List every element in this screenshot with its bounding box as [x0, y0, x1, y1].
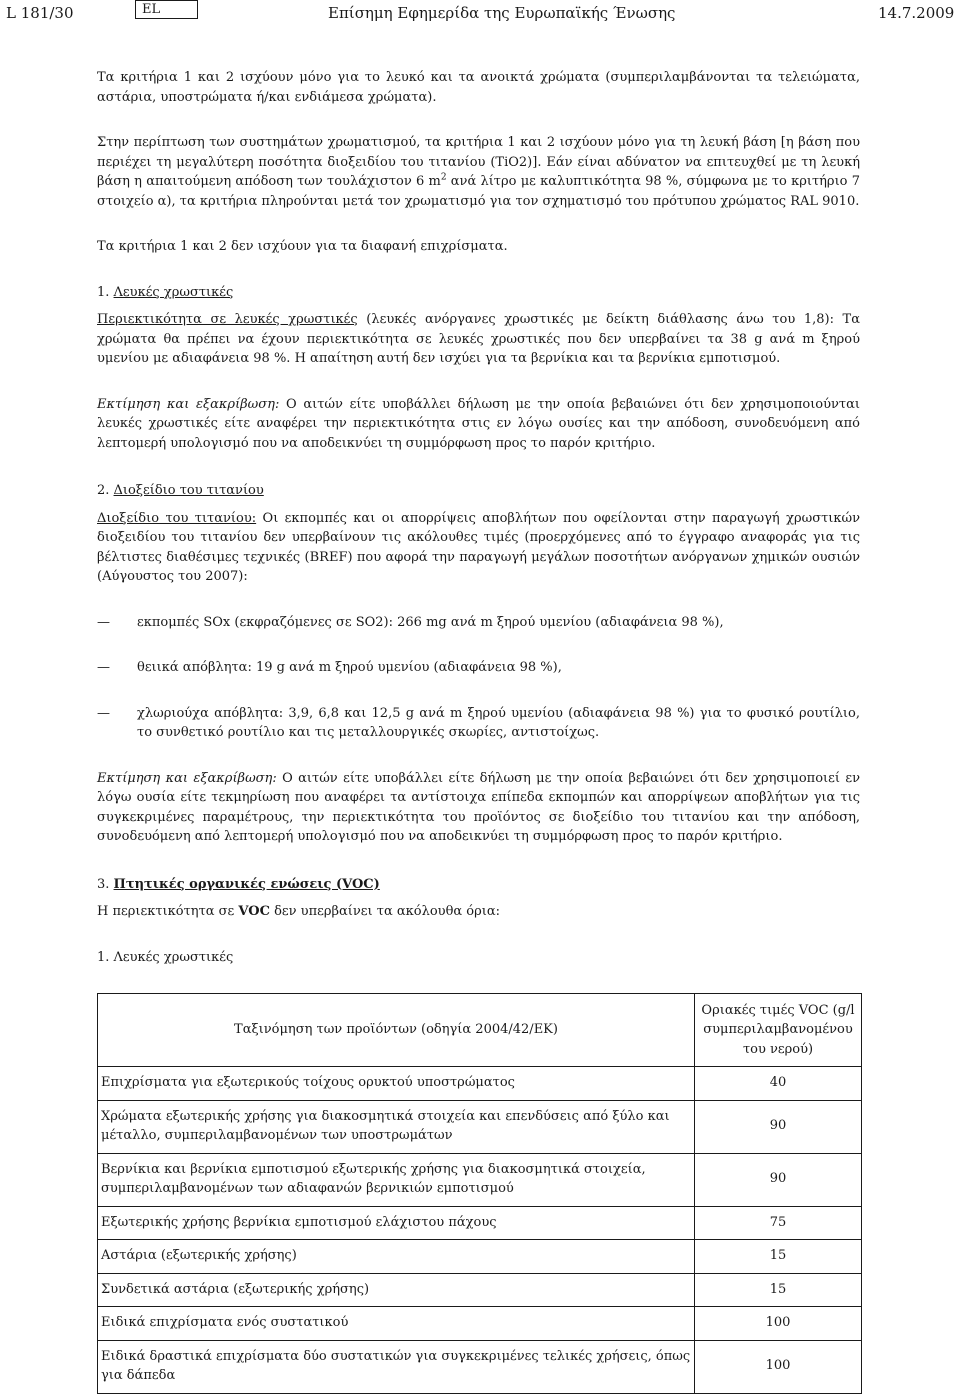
intro-paragraph-1: Τα κριτήρια 1 και 2 ισχύουν μόνο για το λευκό και τα ανοικτά χρώματα (συμπεριλαμβάνονται τα τελειώματα, αστάρια, υποστρώματα ή/και ενδιάμεσα χρώματα). [97, 70, 860, 105]
list-item: — θειικά απόβλητα: 19 g ανά m ξηρού υμενίου (αδιαφάνεια 98 %), [97, 660, 562, 675]
section-3-subheading: 1. Λευκές χρωστικές [97, 949, 234, 965]
list-item: — εκπομπές SOx (εκφραζόμενες σε SO2): 266 mg ανά m ξηρού υμενίου (αδιαφάνεια 98 %), [97, 614, 724, 630]
table-row: Ειδικά δραστικά επιχρίσματα δύο συστατικών για συγκεκριμένες τελικές χρήσεις, όπως για δάπεδα 100 [98, 1340, 862, 1393]
page-reference: L 181/30 [6, 4, 74, 22]
publication-date: 14.7.2009 [878, 4, 955, 22]
language-badge: EL [135, 0, 198, 19]
voc-limits-table [97, 993, 862, 1394]
table-header-row [98, 994, 862, 1067]
section-2-heading: 2. Διοξείδιο του τιτανίου [97, 483, 264, 498]
section-3-intro: Η περιεκτικότητα σε VOC δεν υπερβαίνει τα ακόλουθα όρια: [97, 904, 501, 919]
section-1-body: Περιεκτικότητα σε λευκές χρωστικές (λευκές ανόργανες χρωστικές με δείκτη διάθλασης άνω του 1,8): Τα χρώματα θα πρέπει να έχουν περιεκτικότητα σε λευκές χρωστικές που δεν υπερβαίνει τα 38 g ανά m ξηρού υμενίου με αδιαφάνεια 98 %. Η απαίτηση αυτή δεν ισχύει για τα βερνίκια και τα βερνίκια εμποτισμού. [97, 312, 860, 366]
table-row: Συνδετικά αστάρια (εξωτερικής χρήσης) 15 [98, 1273, 862, 1307]
table-row: Χρώματα εξωτερικής χρήσης για διακοσμητικά στοιχεία και επενδύσεις από ξύλο και μέταλλο, συμπεριλαμβανομένων των υποστρωμάτων 90 [98, 1100, 862, 1153]
intro-paragraph-3: Τα κριτήρια 1 και 2 δεν ισχύουν για τα διαφανή επιχρίσματα. [97, 239, 508, 254]
section-1-assessment: Εκτίμηση και εξακρίβωση: Ο αιτών είτε υποβάλλει δήλωση με την οποία βεβαιώνει ότι δεν χρησιμοποιούνται λευκές χρωστικές είτε αναφέρει την περιεκτικότητα στις εν λόγω ουσίες και την απόδοση, συνοδευόμενη από λεπτομερή υπολογισμό που να αποδεικνύει τη συμμόρφωση προς το παρόν κριτήριο. [97, 396, 860, 451]
journal-title: Επίσημη Εφημερίδα της Ευρωπαϊκής Ένωσης [328, 4, 676, 22]
table-row: Εξωτερικής χρήσης βερνίκια εμποτισμού ελάχιστου πάχους 75 [98, 1206, 862, 1240]
list-item: — χλωριούχα απόβλητα: 3,9, 6,8 και 12,5 g ανά m ξηρού υμενίου (αδιαφάνεια 98 %) για το φυσικό ρουτίλιο, το συνθετικό ρουτίλιο και τις μεταλλουργικές σκωρίες, αντιστοίχως. [97, 705, 860, 740]
table-row: Ειδικά επιχρίσματα ενός συστατικού 100 [98, 1307, 862, 1341]
table-row: Βερνίκια και βερνίκια εμποτισμού εξωτερικής χρήσης για διακοσμητικά στοιχεία, συμπεριλαμβανομένων των αδιαφανών βερνικιών εμποτισμού 90 [98, 1153, 862, 1206]
page-header [0, 0, 960, 26]
document-body [97, 68, 860, 1394]
table-row: Επιχρίσματα για εξωτερικούς τοίχους ορυκτού υποστρώματος 40 [98, 1067, 862, 1101]
section-2-body: Διοξείδιο του τιτανίου: Οι εκπομπές και οι απορρίψεις αποβλήτων που οφείλονται στην παραγωγή χρωστικών διοξειδίου του τιτανίου δεν υπερβαίνουν τις ακόλουθες τιμές (προερχόμενες από το έγγραφο αναφοράς για τις βέλτιστες διαθέσιμες τεχνικές (BREF) που αφορά την παραγωγή μεγάλων ποσοτήτων ανόργανων χημικών ουσιών (Αύγουστος του 2007): [97, 510, 860, 584]
table-row: Αστάρια (εξωτερικής χρήσης) 15 [98, 1240, 862, 1274]
intro-paragraph-2: Στην περίπτωση των συστημάτων χρωματισμού, τα κριτήρια 1 και 2 ισχύουν μόνο για τη λευκή βάση [η βάση που περιέχει τη μεγαλύτερη ποσότητα διοξειδίου του τιτανίου (TiO2)]. Εάν είναι αδύνατον να επιτευχθεί με τη λευκή βάση η απαιτούμενη απόδοση των τουλάχιστον 6 $m^2$ ανά λίτρο με καλυπτικότητα 98 %, σύμφωνα με το κριτήριο 7 στοιχείο α), τα κριτήρια πληρούνται μετά τον χρωματισμό για τον σχηματισμό του πρότυπου χρώματος RAL 9010. [97, 135, 860, 209]
section-2-assessment: Εκτίμηση και εξακρίβωση: Ο αιτών είτε υποβάλλει είτε δήλωση με την οποία βεβαιώνει ότι δεν χρησιμοποιεί εν λόγω ουσία είτε τεκμηρίωση που αναφέρει τα αντίστοιχα επίπεδα εκπομπών και απορρίψεων αποβλήτων για τις συγκεκριμένες παραμέτρους, την περιεκτικότητα του προϊόντος σε διοξείδιο του τιτανίου και την απόδοση, συνοδευόμενη από λεπτομερή υπολογισμό που να αποδεικνύει τη συμμόρφωση προς το παρόν κριτήριο. [97, 770, 860, 844]
section-1-heading: 1. Λευκές χρωστικές [97, 284, 234, 300]
section-3-heading: 3. Πτητικές οργανικές ενώσεις (VOC) [97, 876, 380, 892]
column-header-voc-limit: Οριακές τιμές VOC (g/l συμπεριλαμβανομένου του νερού) [695, 994, 862, 1067]
column-header-product: Ταξινόμηση των προϊόντων (οδηγία 2004/42/ΕΚ) [98, 994, 695, 1067]
